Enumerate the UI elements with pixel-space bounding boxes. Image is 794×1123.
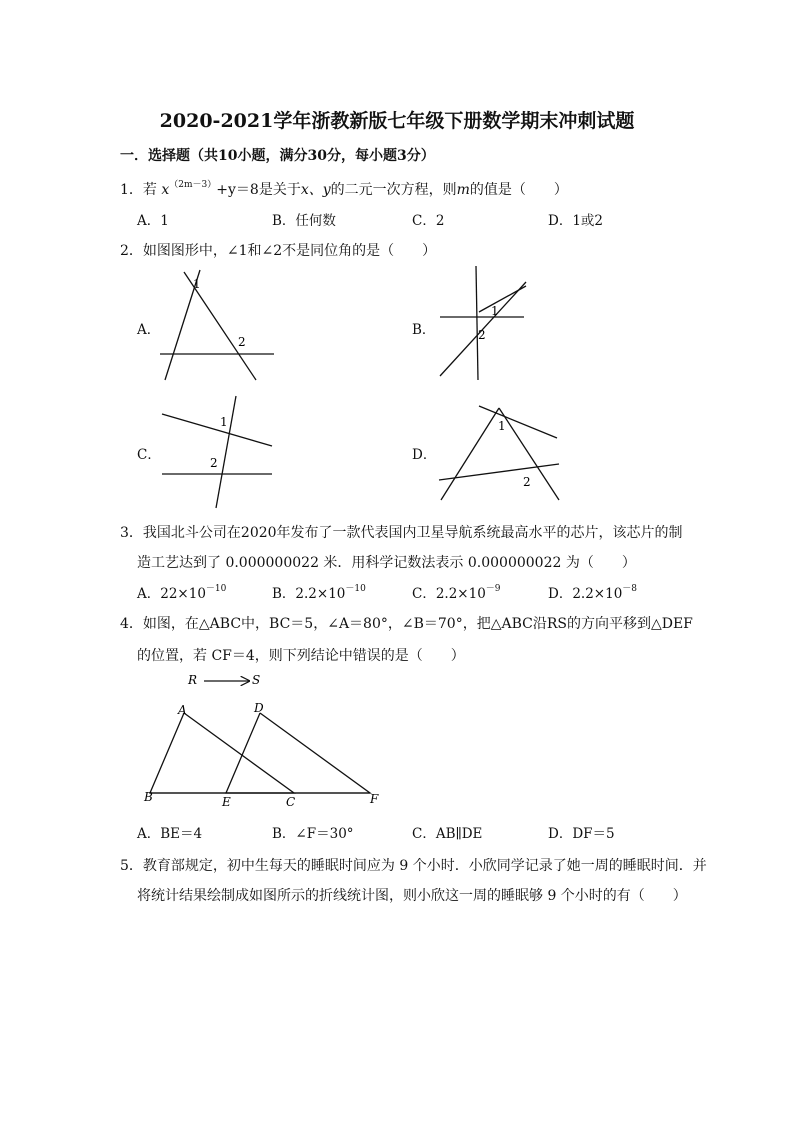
question-4-line1: 4．如图，在△ABC中，BC＝5，∠A＝80°，∠B＝70°，把△ABC沿RS的方向平移到△DEF: [120, 616, 693, 632]
q2-figure-a: [158, 268, 278, 384]
q4-option-c: C．AB∥DE: [412, 826, 483, 842]
q4-label-E: E: [222, 795, 231, 809]
q1-var-xy: x、y: [300, 182, 331, 198]
q3a-exp: －10: [205, 584, 227, 594]
q1-mid: +y＝8是关于: [216, 182, 301, 198]
q4-label-S: S: [252, 673, 261, 687]
q2-figure-b: [436, 264, 532, 384]
q3-option-d: [548, 581, 637, 602]
q4-label-A: A: [178, 703, 187, 717]
question-3-line1: 3．我国北斗公司在2020年发布了一款代表国内卫星导航系统最高水平的芯片，该芯片的制: [120, 525, 683, 541]
q4-label-B: B: [144, 790, 153, 804]
q3c-base: C．2.2×10: [412, 586, 486, 602]
q2b-angle-2-label: 2: [478, 328, 486, 342]
q2a-angle-1-label: 1: [193, 277, 201, 291]
q2a-angle-2-label: 2: [238, 335, 246, 349]
q1-option-a: A．1: [137, 213, 169, 229]
q3d-exp: －8: [622, 584, 638, 594]
q4-option-b: B．∠F＝30°: [272, 826, 354, 842]
q3-option-c: [412, 581, 501, 602]
q1-option-d: D．1或2: [548, 213, 604, 229]
q1-exponent: （2m－3）: [169, 180, 217, 190]
question-3-line2: 造工艺达到了 0.000000022 米．用科学记数法表示 0.000000022 为（ ）: [137, 555, 636, 571]
q4-option-a: A．BE＝4: [137, 826, 203, 842]
q3a-base: A．22×10: [137, 586, 206, 602]
question-4-line2: 的位置，若 CF＝4，则下列结论中错误的是（ ）: [137, 648, 465, 664]
q2-figure-d: [435, 392, 561, 506]
q3-option-b: [272, 581, 366, 602]
q1-mid2: 的二元一次方程，则: [330, 182, 457, 198]
q2-figure-a-label: A．: [137, 322, 161, 338]
q1-end: 的值是（ ）: [469, 182, 568, 198]
q1-var-x: x: [161, 182, 170, 198]
q1-num: 1．若: [120, 182, 157, 198]
q4-translation-figure: [136, 668, 384, 812]
q4-option-d: D．DF＝5: [548, 826, 615, 842]
section-heading: 一．选择题（共10小题，满分30分，每小题3分）: [120, 148, 435, 164]
q3-option-a: [137, 581, 226, 602]
q2-figure-b-label: B．: [412, 322, 436, 338]
q4-label-F: F: [370, 792, 379, 806]
q3d-base: D．2.2×10: [548, 586, 623, 602]
q3c-exp: －9: [485, 584, 501, 594]
q4-label-C: C: [286, 795, 296, 809]
q1-option-b: B．任何数: [272, 213, 336, 229]
q2c-angle-1-label: 1: [220, 415, 228, 429]
q2b-angle-1-label: 1: [491, 304, 499, 318]
q4-label-R: R: [188, 673, 198, 687]
q1-option-c: C．2: [412, 213, 445, 229]
q2-figure-c: [160, 394, 276, 510]
q4-label-D: D: [254, 701, 264, 715]
q2c-angle-2-label: 2: [210, 456, 218, 470]
q2-figure-c-label: C．: [137, 447, 161, 463]
question-5-line1: 5．教育部规定，初中生每天的睡眠时间应为 9 个小时．小欣同学记录了她一周的睡眠时间．并: [120, 858, 707, 874]
question-1-stem: [120, 177, 568, 199]
q2-figure-d-label: D．: [412, 447, 437, 463]
question-5-line2: 将统计结果绘制成如图所示的折线统计图，则小欣这一周的睡眠够 9 个小时的有（ ）: [137, 888, 687, 904]
page-title: 2020-2021学年浙教新版七年级下册数学期末冲刺试题: [159, 110, 635, 132]
q2d-angle-2-label: 2: [523, 475, 531, 489]
q1-var-m: m: [456, 182, 470, 198]
q3b-exp: －10: [345, 584, 366, 594]
question-2-stem: 2．如图图形中，∠1和∠2不是同位角的是（ ）: [120, 243, 437, 259]
q3b-base: B．2.2×10: [272, 586, 346, 602]
q2d-angle-1-label: 1: [498, 419, 506, 433]
